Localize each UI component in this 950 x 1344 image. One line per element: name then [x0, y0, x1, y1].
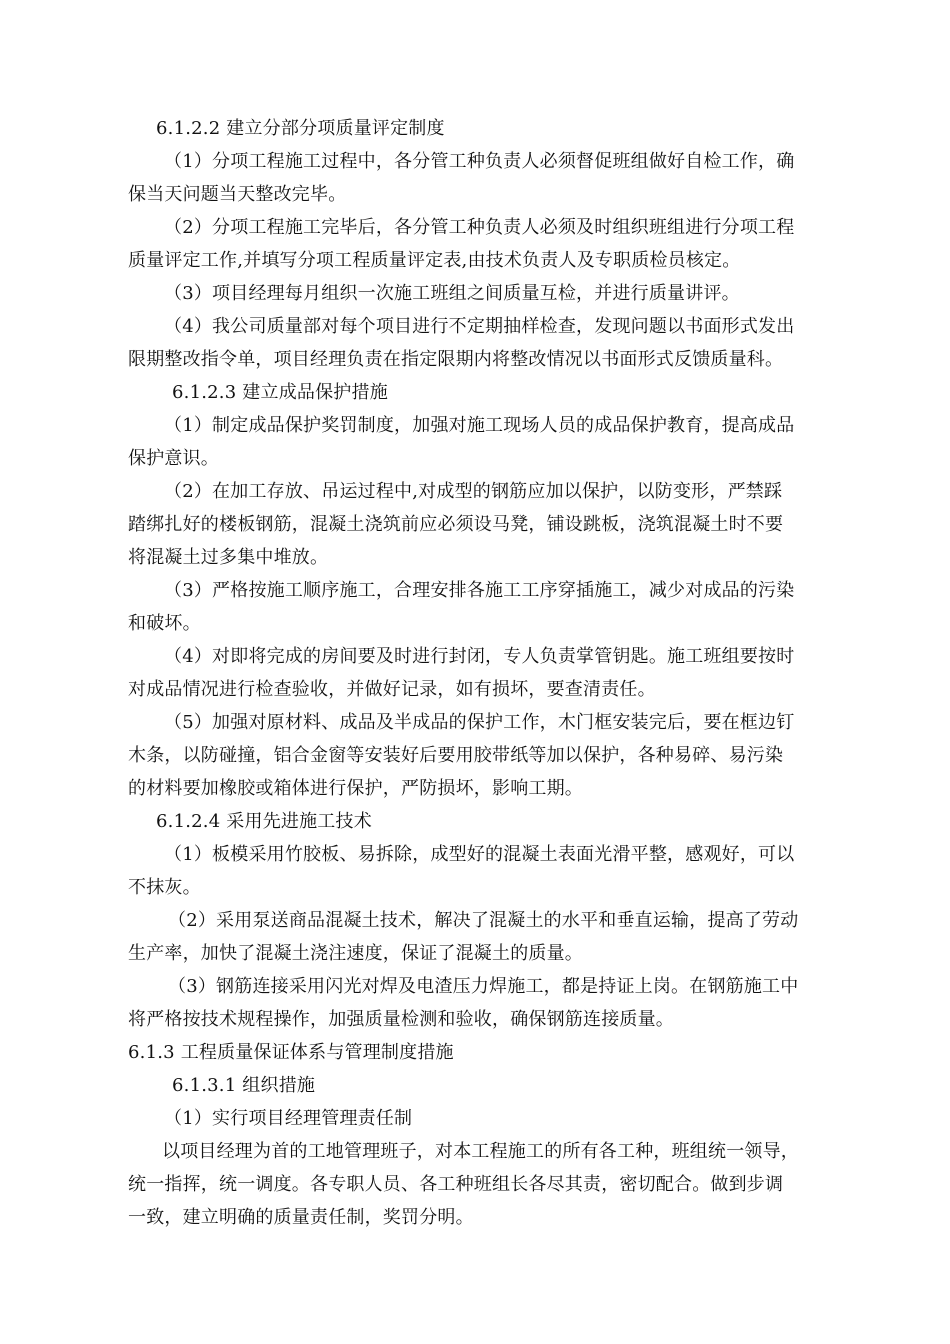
paragraph-line: （1）板模采用竹胶板、易拆除，成型好的混凝土表面光滑平整，感观好，可以: [164, 844, 795, 865]
paragraph-line: （4）我公司质量部对每个项目进行不定期抽样检查，发现问题以书面形式发出: [164, 316, 795, 337]
paragraph-line: （3）严格按施工顺序施工，合理安排各施工工序穿插施工，减少对成品的污染: [164, 580, 795, 601]
paragraph-line: 将严格按技术规程操作，加强质量检测和验收，确保钢筋连接质量。: [128, 1009, 674, 1030]
paragraph-line: 生产率，加快了混凝土浇注速度，保证了混凝土的质量。: [128, 943, 583, 964]
paragraph-line: 统一指挥，统一调度。各专职人员、各工种班组长各尽其责，密切配合。做到步调: [128, 1174, 784, 1195]
paragraph-line: （4）对即将完成的房间要及时进行封闭，专人负责掌管钥匙。施工班组要按时: [164, 646, 795, 667]
paragraph-line: （2）分项工程施工完毕后，各分管工种负责人必须及时组织班组进行分项工程: [164, 217, 795, 238]
paragraph-line: （3）项目经理每月组织一次施工班组之间质量互检，并进行质量讲评。: [164, 283, 740, 304]
subheading-line: （1）实行项目经理管理责任制: [164, 1108, 413, 1129]
paragraph-line: 不抹灰。: [128, 877, 201, 898]
paragraph-line: （1）制定成品保护奖罚制度，加强对施工现场人员的成品保护教育，提高成品: [164, 415, 795, 436]
heading-6-1-2-4: 6.1.2.4 采用先进施工技术: [156, 811, 372, 832]
paragraph-line: 和破坏。: [128, 613, 201, 634]
paragraph-line: 限期整改指令单，项目经理负责在指定限期内将整改情况以书面形式反馈质量科。: [128, 349, 784, 370]
paragraph-line: （2）采用泵送商品混凝土技术，解决了混凝土的水平和垂直运输，提高了劳动: [168, 910, 799, 931]
paragraph-line: 将混凝土过多集中堆放。: [128, 547, 329, 568]
paragraph-line: （1）分项工程施工过程中，各分管工种负责人必须督促班组做好自检工作，确: [164, 151, 795, 172]
paragraph-line: 质量评定工作,并填写分项工程质量评定表,由技术负责人及专职质检员核定。: [128, 250, 741, 271]
paragraph-line: （3）钢筋连接采用闪光对焊及电渣压力焊施工，都是持证上岗。在钢筋施工中: [168, 976, 799, 997]
paragraph-line: 踏绑扎好的楼板钢筋，混凝土浇筑前应必须设马凳，铺设跳板，浇筑混凝土时不要: [128, 514, 784, 535]
paragraph-line: 保护意识。: [128, 448, 219, 469]
paragraph-line: 以项目经理为首的工地管理班子，对本工程施工的所有各工种，班组统一领导，: [162, 1141, 799, 1162]
paragraph-line: （2）在加工存放、吊运过程中,对成型的钢筋应加以保护，以防变形，严禁踩: [164, 481, 783, 502]
paragraph-line: 的材料要加橡胶或箱体进行保护，严防损坏，影响工期。: [128, 778, 583, 799]
heading-6-1-2-3: 6.1.2.3 建立成品保护措施: [172, 382, 388, 403]
heading-6-1-2-2: 6.1.2.2 建立分部分项质量评定制度: [156, 118, 445, 139]
paragraph-line: 木条，以防碰撞，铝合金窗等安装好后要用胶带纸等加以保护，各种易碎、易污染: [128, 745, 784, 766]
paragraph-line: 对成品情况进行检查验收，并做好记录，如有损坏，要查清责任。: [128, 679, 656, 700]
heading-6-1-3: 6.1.3 工程质量保证体系与管理制度措施: [128, 1042, 454, 1063]
paragraph-line: （5）加强对原材料、成品及半成品的保护工作，木门框安装完后，要在框边钉: [164, 712, 795, 733]
document-body: [128, 112, 828, 1234]
paragraph-line: 保当天问题当天整改完毕。: [128, 184, 347, 205]
paragraph-line: 一致，建立明确的质量责任制，奖罚分明。: [128, 1207, 474, 1228]
heading-6-1-3-1: 6.1.3.1 组织措施: [172, 1075, 316, 1096]
